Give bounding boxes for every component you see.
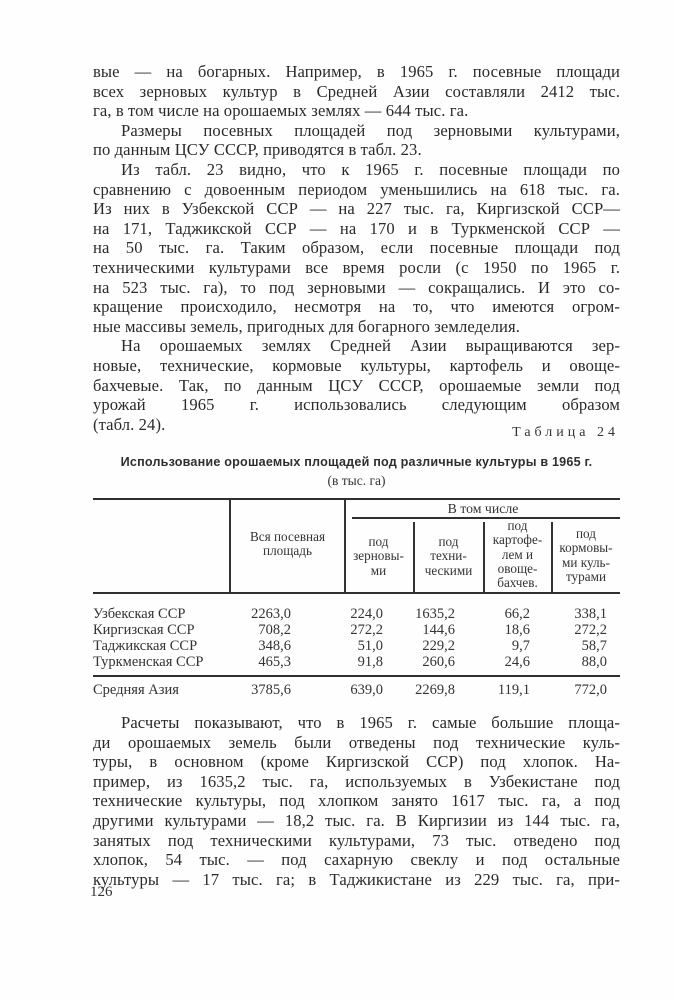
text-line: пример, из 1635,2 тыс. га, используемых в Узбекистане под	[93, 771, 620, 791]
row-region: Таджикская ССР	[93, 638, 198, 654]
paragraph-grain-decrease	[93, 160, 620, 336]
paragraph-continuation	[93, 62, 620, 121]
cell-potato-veg: 66,2	[504, 606, 530, 622]
table-title: Использование орошаемых площадей под различные культуры в 1965 г.	[120, 455, 593, 469]
text-line: Из них в Узбекской ССР — на 227 тыс. га, Киргизской ССР—	[93, 199, 620, 219]
text-line: (табл. 24).	[93, 414, 166, 434]
paragraph-calculations	[93, 713, 620, 889]
cell-total: 465,3	[258, 654, 291, 670]
table-total-rule	[93, 675, 620, 677]
text-line: всех зерновых культур в Средней Азии составляли 2412 тыс.	[93, 81, 620, 101]
cell-grain: 272,2	[350, 622, 383, 638]
text-block-top	[93, 62, 620, 434]
header-line: Вся посевная	[249, 529, 326, 544]
header-line: под	[438, 534, 459, 549]
table-row	[93, 606, 620, 622]
text-line: другими культурами — 18,2 тыс. га. В Киргизии из 144 тыс. га,	[93, 810, 620, 830]
cell-fodder: 58,7	[581, 638, 607, 654]
table-top-rule	[93, 498, 620, 500]
table-row	[93, 638, 620, 654]
cell-potato-veg: 24,6	[504, 654, 530, 670]
header-line: площадь	[263, 543, 312, 559]
table-units: (в тыс. га)	[327, 473, 386, 488]
table-number-label: Таблица 24	[512, 425, 619, 440]
cell-potato-veg: 9,7	[511, 638, 530, 654]
cell-grain: 91,8	[357, 654, 383, 670]
cell-total: 708,2	[258, 622, 291, 638]
text-line: новые, технические, кормовые культуры, картофель и овоще-	[93, 355, 620, 375]
text-line: технические культуры, под хлопком занято 1617 тыс. га, а под	[93, 791, 620, 811]
cell-grain: 639,0	[350, 682, 383, 698]
header-line: под	[576, 526, 596, 541]
header-line: кормовы-	[559, 540, 613, 556]
text-line: вые — на богарных. Например, в 1965 г. посевные площади	[93, 62, 620, 81]
table-row	[93, 654, 620, 670]
text-line: на 523 тыс. га), то под зерновыми — сокращались. И это со-	[93, 277, 620, 297]
text-line: на 50 тыс. га. Таким образом, если посевные площади под	[93, 238, 620, 258]
row-region: Туркменская ССР	[93, 654, 204, 670]
text-line: га, в том числе на орошаемых землях — 644 тыс. га.	[93, 101, 469, 121]
text-line: На орошаемых землях Средней Азии выращиваются зер-	[121, 336, 620, 356]
cell-total: 2263,0	[251, 606, 291, 622]
cell-fodder: 772,0	[574, 682, 607, 698]
header-line: ми	[370, 562, 387, 578]
row-region: Узбекская ССР	[93, 606, 186, 622]
text-line: кращение происходило, несмотря на то, что имеются огром-	[93, 297, 620, 317]
text-line: на 171, Таджикской ССР — на 170 и в Туркменской ССР —	[93, 218, 620, 238]
cell-grain: 224,0	[350, 606, 383, 622]
cell-total: 348,6	[258, 638, 291, 654]
cell-total: 3785,6	[251, 682, 291, 698]
text-line: бахчевые. Так, по данным ЦСУ СССР, орошаемые земли под	[93, 375, 620, 395]
header-grain	[344, 535, 413, 578]
header-line: турами	[565, 568, 607, 584]
cell-grain: 51,0	[357, 638, 383, 654]
text-line: техническими культурами все время росли (с 1950 по 1965 г.	[93, 257, 620, 277]
header-line: овоще-	[497, 560, 538, 576]
cell-technical: 2269,8	[415, 682, 455, 698]
header-technical	[414, 535, 483, 578]
text-line: Размеры посевных площадей под зерновыми культурами,	[121, 120, 620, 140]
header-line: под	[507, 518, 528, 533]
cell-potato-veg: 119,1	[497, 682, 530, 698]
header-group-label: В том числе	[447, 501, 519, 516]
header-line: ми куль-	[562, 554, 610, 570]
header-line: лем и	[501, 546, 534, 562]
text-line: Из табл. 23 видно, что к 1965 г. посевные площади по	[121, 159, 620, 179]
header-total-area	[231, 530, 344, 559]
text-block-bottom	[93, 713, 620, 889]
text-line: ди орошаемых земель были отведены под технические куль-	[93, 732, 620, 752]
text-line: Расчеты показывают, что в 1965 г. самые большие площа-	[121, 713, 620, 732]
row-region: Средняя Азия	[93, 682, 179, 698]
header-line: под	[368, 534, 389, 549]
cell-fodder: 338,1	[574, 606, 607, 622]
header-line: техни-	[430, 548, 467, 564]
row-region: Киргизская ССР	[93, 622, 195, 638]
header-line: ческими	[424, 562, 473, 578]
text-line: туры, в основном (кроме Киргизской ССР) под хлопок. На-	[93, 752, 620, 772]
cell-potato-veg: 18,6	[504, 622, 530, 638]
text-line: занятых под техническими культурами, 73 тыс. отведено под	[93, 830, 620, 850]
table-total-row	[93, 682, 620, 698]
header-line: зерновы-	[353, 548, 404, 564]
cell-fodder: 272,2	[574, 622, 607, 638]
paragraph-table23-reference	[93, 121, 620, 160]
text-line: урожай 1965 г. использовались следующим образом	[93, 395, 620, 415]
text-line: хлопок, 54 тыс. — под сахарную свеклу и под остальные	[93, 850, 620, 870]
cell-technical: 1635,2	[415, 606, 455, 622]
page-number: 126	[90, 884, 113, 900]
text-line: ные массивы земель, пригодных для богарного земледелия.	[93, 316, 520, 336]
cell-technical: 229,2	[422, 638, 455, 654]
text-line: по данным ЦСУ СССР, приводятся в табл. 23.	[93, 140, 422, 160]
paragraph-irrigated-crops	[93, 336, 620, 434]
table-header-bottom-rule	[93, 592, 620, 594]
text-line: сравнению с довоенным периодом уменьшились на 618 тыс. га.	[93, 179, 620, 199]
header-potato-vegetable	[484, 519, 551, 590]
table-row	[93, 622, 620, 638]
text-line: культуры — 17 тыс. га; в Таджикистане из 229 тыс. га, при-	[93, 869, 620, 889]
cell-technical: 144,6	[422, 622, 455, 638]
header-fodder	[552, 527, 620, 584]
cell-fodder: 88,0	[581, 654, 607, 670]
header-line: бахчев.	[497, 575, 538, 591]
header-line: картофе-	[492, 532, 543, 548]
cell-technical: 260,6	[422, 654, 455, 670]
